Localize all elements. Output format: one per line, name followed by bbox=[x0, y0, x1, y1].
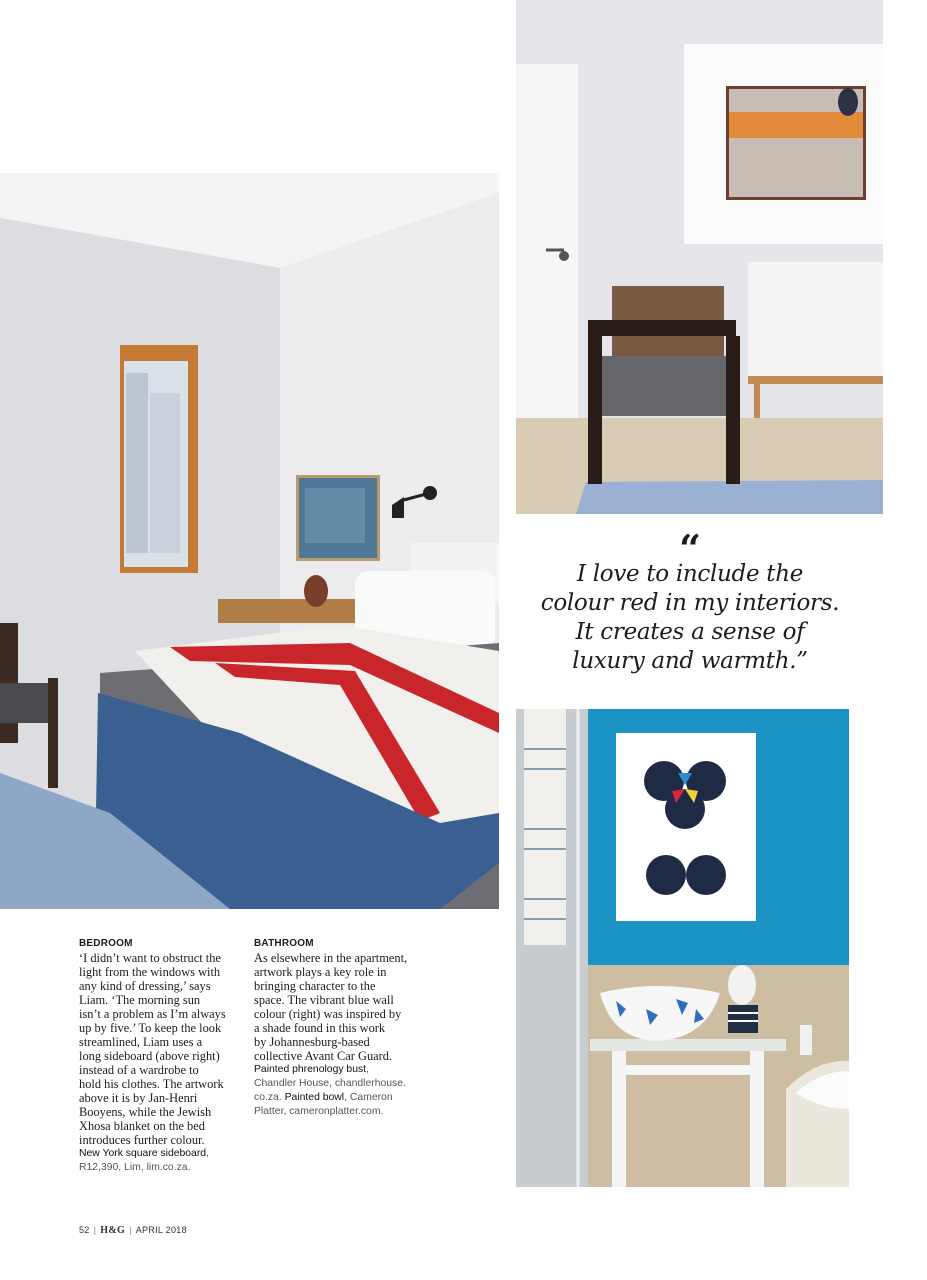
product-credit bbox=[254, 1091, 410, 1105]
bedroom-photo bbox=[0, 173, 499, 909]
credit-text: Chandler House, chandlerhouse. bbox=[254, 1078, 406, 1089]
divider: | bbox=[129, 1225, 132, 1235]
magazine-logo: H&G bbox=[100, 1225, 126, 1236]
body-line: bringing character to the bbox=[254, 979, 376, 993]
body-line: space. The vibrant blue wall bbox=[254, 993, 394, 1007]
body-line: isn’t a problem as I’m always bbox=[79, 1007, 226, 1021]
body-line: above it is by Jan-Henri bbox=[79, 1091, 198, 1105]
issue-date: APRIL 2018 bbox=[135, 1225, 187, 1235]
body-line: As elsewhere in the apartment, bbox=[254, 951, 408, 965]
body-line: introduces further colour. bbox=[79, 1133, 205, 1147]
product-credit bbox=[254, 1063, 410, 1077]
body-line: a shade found in this work bbox=[254, 1021, 386, 1035]
divider: | bbox=[93, 1225, 97, 1235]
page-footer bbox=[79, 1225, 187, 1236]
quote-mark: “ bbox=[679, 526, 701, 571]
body-line: long sideboard (above right) bbox=[79, 1049, 220, 1063]
bedroom-illustration bbox=[0, 173, 499, 909]
credit-text: , bbox=[206, 1148, 209, 1159]
body-line: Xhosa blanket on the bed bbox=[79, 1119, 205, 1133]
body-line: Liam. ‘The morning sun bbox=[79, 993, 201, 1007]
credit-text: co.za. bbox=[254, 1092, 285, 1103]
credit-text: Platter, cameronplatter.com. bbox=[254, 1106, 384, 1117]
body-line: colour (right) was inspired by bbox=[254, 1007, 402, 1021]
credit-text: , bbox=[366, 1064, 369, 1075]
bathroom-caption bbox=[254, 937, 410, 1119]
body-line: collective Avant Car Guard. bbox=[254, 1049, 393, 1063]
quote-line: colour red in my interiors. bbox=[540, 590, 840, 616]
quote-line: luxury and warmth.” bbox=[572, 648, 808, 674]
body-line: instead of a wardrobe to bbox=[79, 1063, 199, 1077]
body-line: hold his clothes. The artwork bbox=[79, 1077, 224, 1091]
body-line: any kind of dressing,’ says bbox=[79, 979, 211, 993]
credit-item: Painted bowl bbox=[284, 1092, 345, 1103]
section-heading: BEDROOM bbox=[79, 938, 133, 949]
bedroom-caption bbox=[79, 937, 235, 1175]
credit-item: Painted phrenology bust bbox=[254, 1064, 367, 1075]
quote-line: It creates a sense of bbox=[575, 619, 805, 645]
body-line: ‘I didn’t want to obstruct the bbox=[79, 951, 221, 965]
body-line: light from the windows with bbox=[79, 965, 221, 979]
credit-text: , Cameron bbox=[344, 1092, 393, 1103]
body-line: streamlined, Liam uses a bbox=[79, 1035, 203, 1049]
corner-chair-photo bbox=[516, 0, 883, 514]
bathroom-illustration bbox=[516, 709, 849, 1187]
body-line: artwork plays a key role in bbox=[254, 965, 387, 979]
body-line: Booyens, while the Jewish bbox=[79, 1105, 212, 1119]
bathroom-photo bbox=[516, 709, 849, 1187]
page-number: 52 bbox=[79, 1225, 90, 1235]
body-line: by Johannesburg-based bbox=[254, 1035, 370, 1049]
credit-item: New York square sideboard bbox=[79, 1148, 207, 1159]
quote-line: I love to include the bbox=[576, 561, 804, 587]
body-line: up by five.’ To keep the look bbox=[79, 1021, 222, 1035]
section-heading: BATHROOM bbox=[254, 938, 314, 949]
credit-text: R12,390, Lim, lim.co.za. bbox=[79, 1162, 191, 1173]
product-credit bbox=[79, 1147, 235, 1161]
pull-quote bbox=[516, 526, 864, 676]
corner-chair-illustration bbox=[516, 0, 883, 514]
